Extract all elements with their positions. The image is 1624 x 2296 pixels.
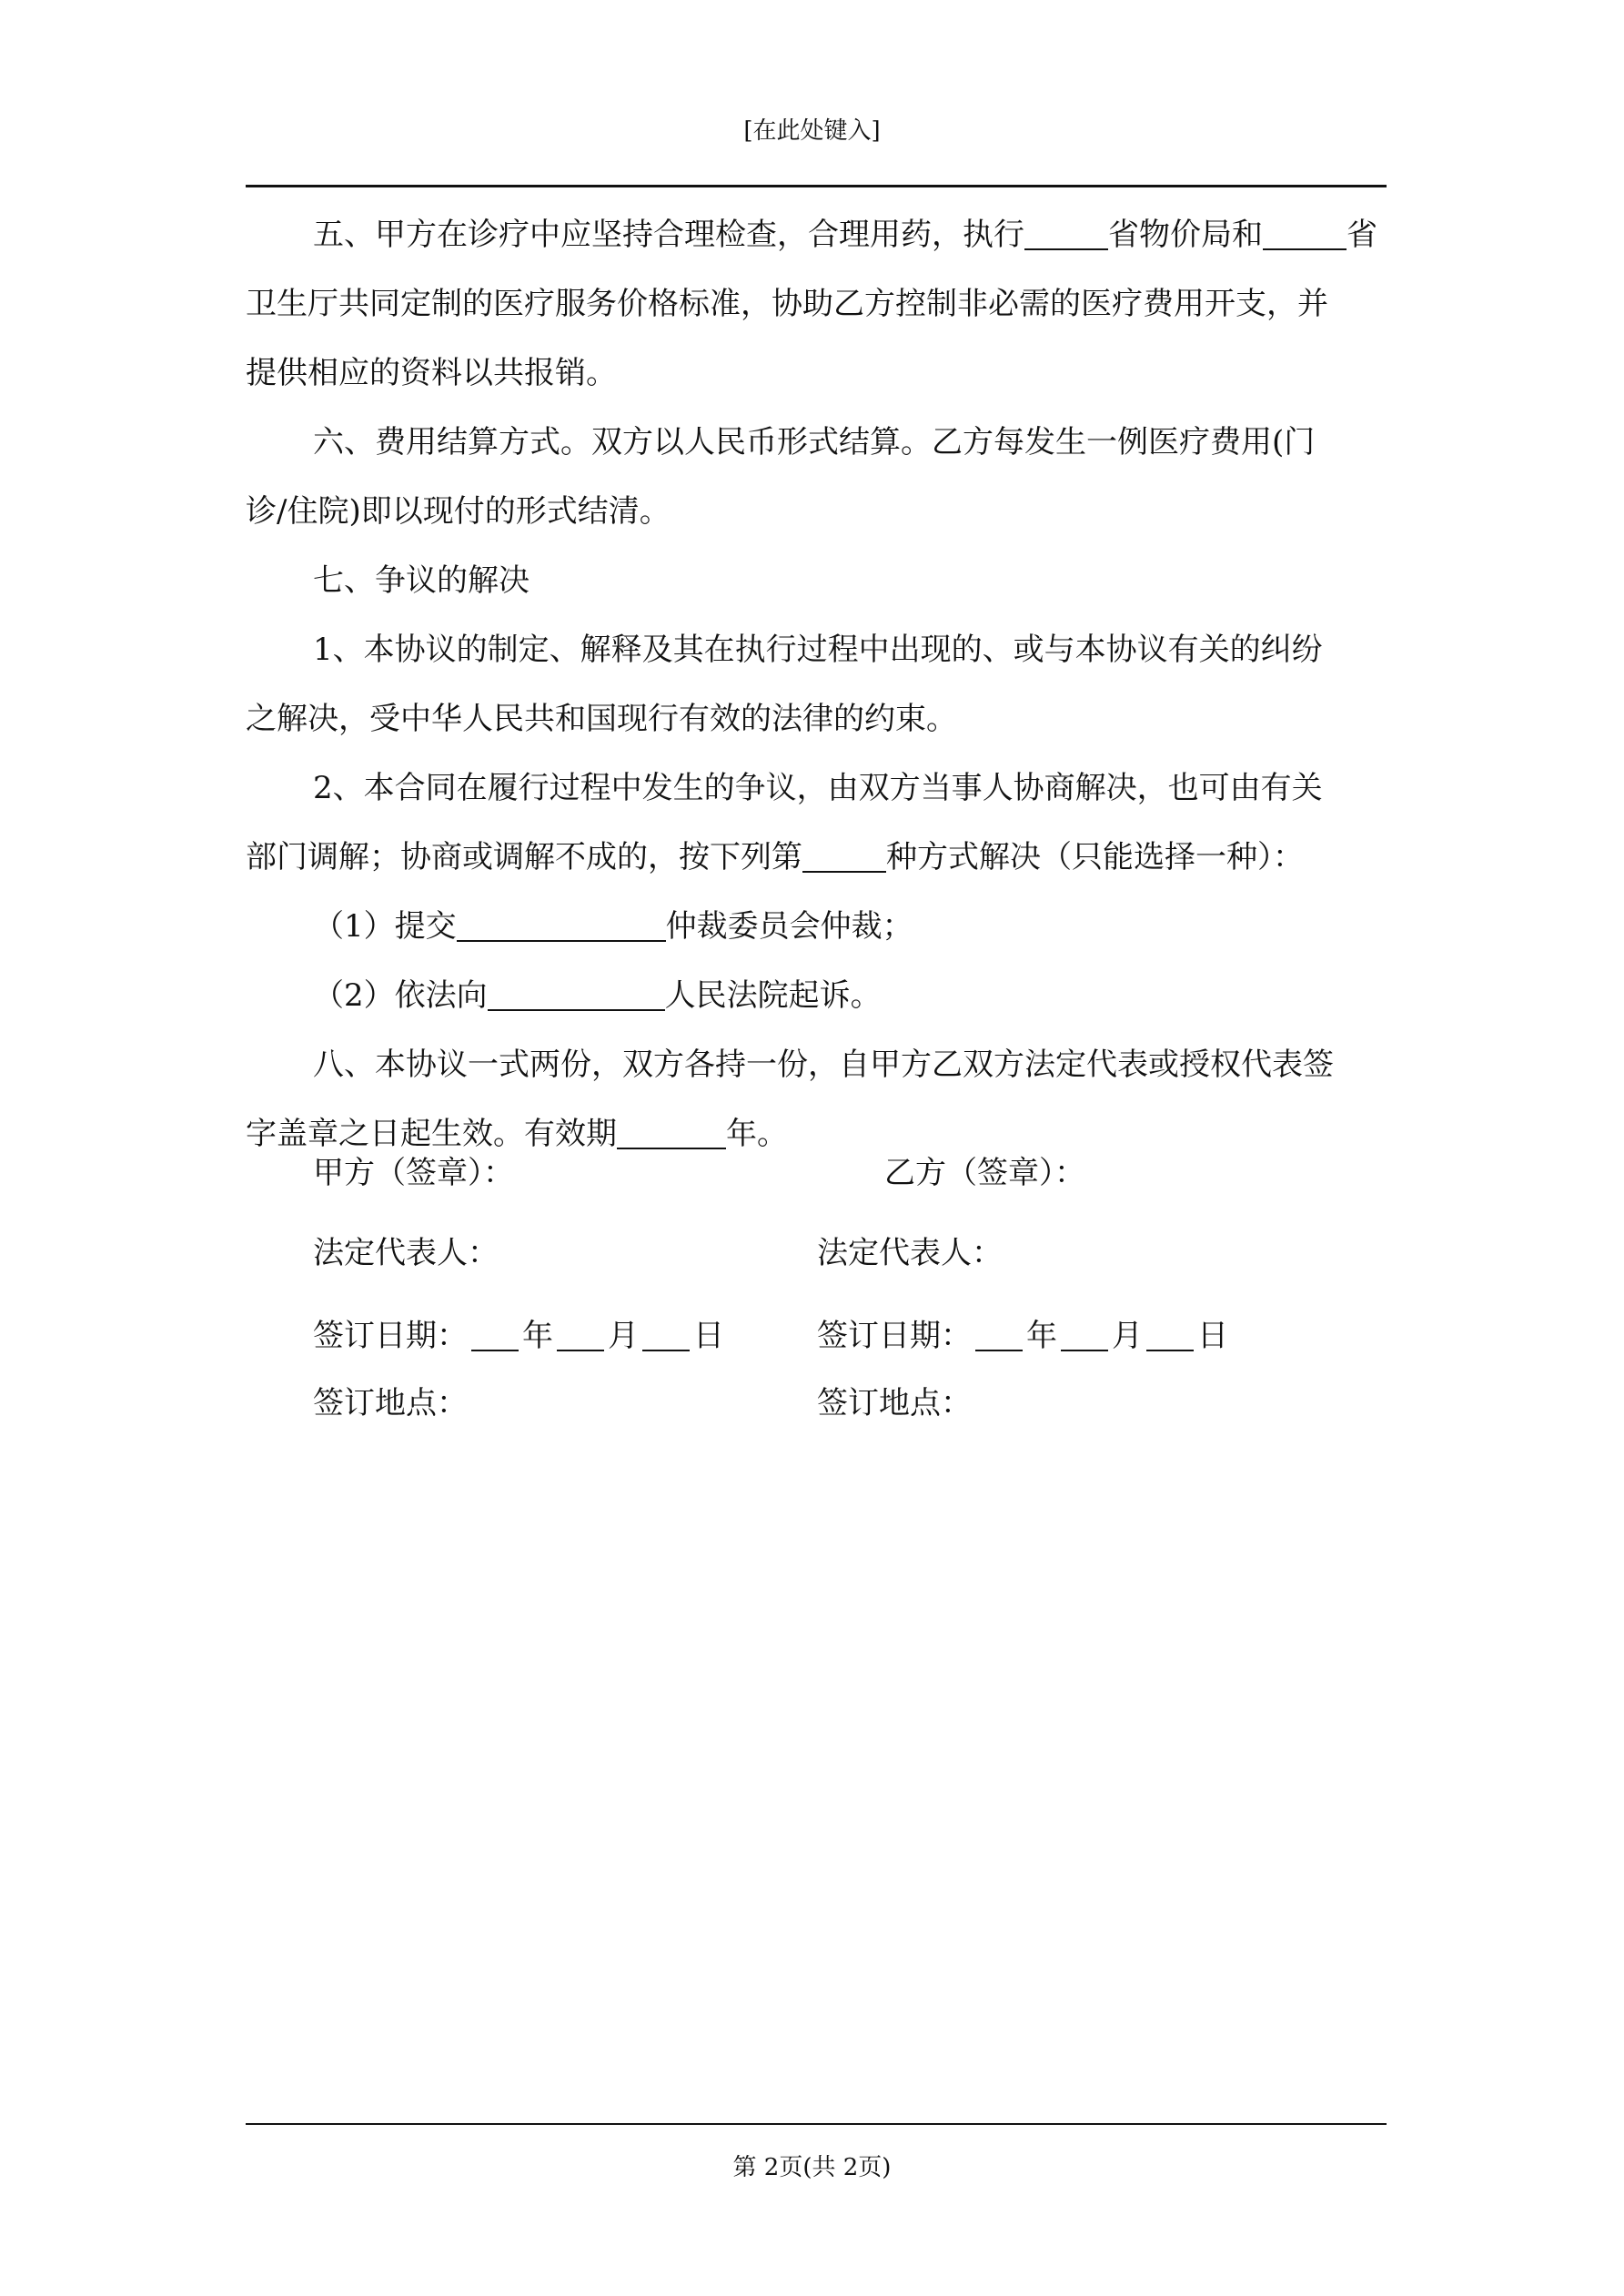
day-blank[interactable] bbox=[642, 1315, 690, 1351]
option-2-text-a: （2）依法向 bbox=[313, 977, 488, 1014]
year-blank[interactable] bbox=[471, 1315, 519, 1351]
party-b-seal: 乙方（签章）： bbox=[884, 1155, 1085, 1191]
day-label: 日 bbox=[693, 1318, 724, 1354]
clause-6-line-1: 六、费用结算方式。双方以人民币形式结算。乙方每发生一例医疗费用(门 bbox=[313, 424, 1316, 460]
clause-7-2-line-2 bbox=[246, 823, 1387, 892]
clause-5-line-2: 卫生厅共同定制的医疗服务价格标准，协助乙方控制非必需的医疗费用开支，并 bbox=[246, 286, 1328, 322]
year-blank[interactable] bbox=[975, 1315, 1023, 1351]
clause-5-text-a: 五、甲方在诊疗中应坚持合理检查，合理用药，执行 bbox=[313, 217, 1024, 253]
clause-7-title: 七、争议的解决 bbox=[313, 562, 530, 599]
page-footer: 第 2页(共 2页) bbox=[732, 2154, 892, 2181]
party-a-seal: 甲方（签章）： bbox=[313, 1155, 514, 1191]
option-1 bbox=[246, 892, 1387, 961]
month-label: 月 bbox=[1112, 1318, 1143, 1354]
clause-7-1-line-2: 之解决，受中华人民共和国现行有效的法律的约束。 bbox=[246, 701, 957, 737]
clause-7-2-line-1: 2、本合同在履行过程中发生的争议，由双方当事人协商解决，也可由有关 bbox=[313, 770, 1323, 806]
clause-8-line-1: 八、本协议一式两份，双方各持一份，自甲方乙双方法定代表或授权代表签 bbox=[313, 1047, 1334, 1083]
clause-8-text-a: 字盖章之日起生效。有效期 bbox=[246, 1116, 617, 1152]
page-header: [在此处键入] bbox=[743, 117, 881, 145]
clause-8-text-b: 年。 bbox=[726, 1116, 788, 1152]
party-b-place: 签订地点： bbox=[817, 1385, 972, 1421]
year-label: 年 bbox=[1026, 1318, 1057, 1354]
party-a-date bbox=[313, 1315, 724, 1354]
day-label: 日 bbox=[1197, 1318, 1228, 1354]
clause-7-2-text-b: 种方式解决（只能选择一种）： bbox=[886, 839, 1304, 875]
party-b-rep: 法定代表人： bbox=[817, 1235, 1003, 1271]
clause-6-line-2: 诊/住院)即以现付的形式结清。 bbox=[246, 493, 671, 530]
clause-5-line-3: 提供相应的资料以共报销。 bbox=[246, 355, 617, 391]
clause-5-text-b: 省物价局和 bbox=[1108, 217, 1263, 253]
fill-blank[interactable] bbox=[457, 905, 666, 942]
clause-7-2-text-a: 部门调解；协商或调解不成的，按下列第 bbox=[246, 839, 802, 875]
option-1-text-a: （1）提交 bbox=[313, 908, 457, 945]
fill-blank[interactable] bbox=[1263, 214, 1347, 250]
party-a-place: 签订地点： bbox=[313, 1385, 468, 1421]
document-body bbox=[246, 200, 1387, 1168]
option-1-text-b: 仲裁委员会仲裁； bbox=[665, 908, 913, 945]
clause-7-1-line-1: 1、本协议的制定、解释及其在执行过程中出现的、或与本协议有关的纠纷 bbox=[313, 632, 1323, 668]
fill-blank[interactable] bbox=[617, 1113, 726, 1149]
fill-blank[interactable] bbox=[488, 975, 665, 1011]
fill-blank[interactable] bbox=[1024, 214, 1108, 250]
month-blank[interactable] bbox=[557, 1315, 604, 1351]
party-b-date bbox=[817, 1315, 1228, 1354]
option-2 bbox=[246, 961, 1387, 1030]
day-blank[interactable] bbox=[1146, 1315, 1194, 1351]
clause-5-line-1 bbox=[246, 200, 1387, 269]
header-rule bbox=[246, 185, 1387, 187]
footer-rule bbox=[246, 2123, 1387, 2125]
date-label: 签订日期： bbox=[817, 1318, 972, 1354]
date-label: 签订日期： bbox=[313, 1318, 468, 1354]
clause-5-text-c: 省 bbox=[1347, 217, 1377, 253]
month-label: 月 bbox=[608, 1318, 639, 1354]
party-a-rep: 法定代表人： bbox=[313, 1235, 499, 1271]
fill-blank[interactable] bbox=[802, 836, 886, 873]
option-2-text-b: 人民法院起诉。 bbox=[664, 977, 882, 1014]
month-blank[interactable] bbox=[1061, 1315, 1108, 1351]
year-label: 年 bbox=[522, 1318, 553, 1354]
